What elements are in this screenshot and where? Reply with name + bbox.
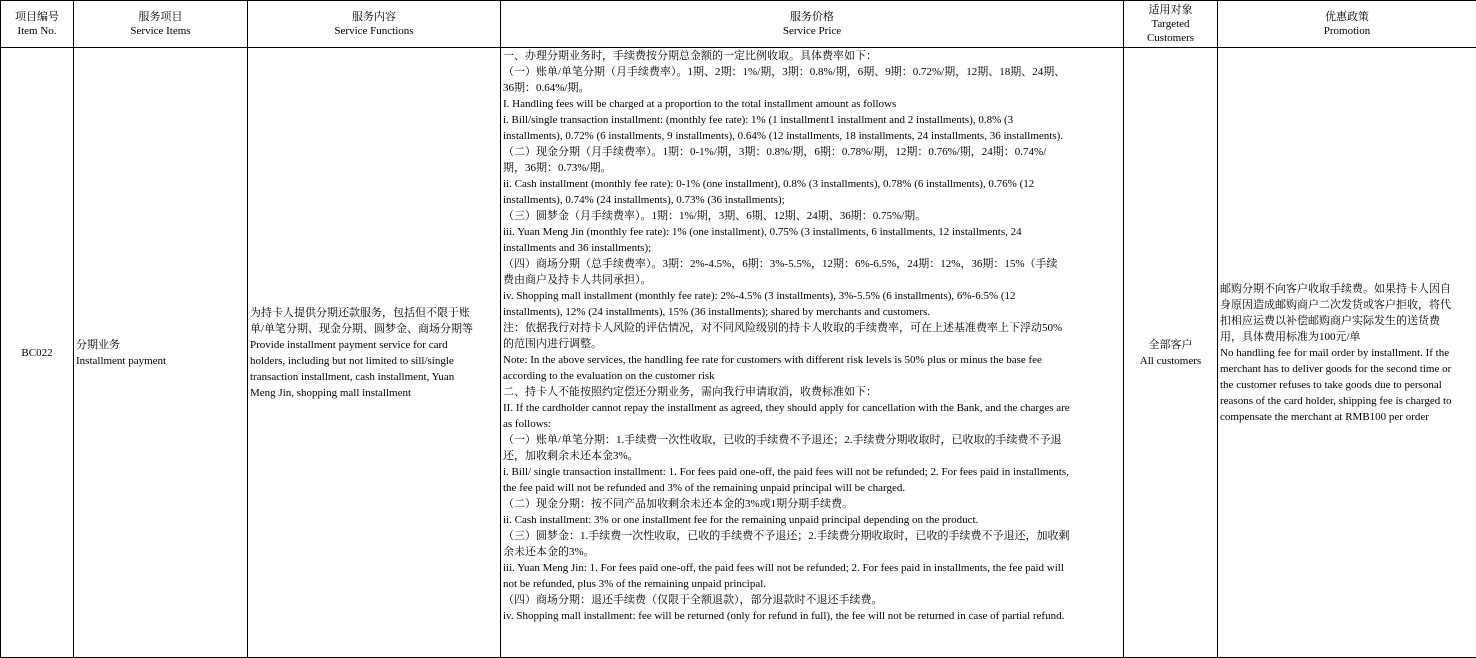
price-line: as follows: [503,418,551,430]
price-line: （一）账单/单笔分期：1.手续费一次性收取，已收的手续费不予退还；2.手续费分期收取时，已收取的手续费不予退 [503,434,1062,446]
cell-service-item [74,48,248,658]
price-line: （一）账单/单笔分期（月手续费率）。1期、2期：1%/期，3期：0.8%/期，6期、9期：0.72%/期，12期、18期、24期、 [503,66,1066,78]
price-line: 的范围内进行调整。 [503,338,602,350]
cell-service-price [501,48,1124,658]
promotion-line: compensate the merchant at RMB100 per order [1220,410,1429,423]
functions-line: Provide installment payment service for card [250,338,448,351]
promotion-line: merchant has to deliver goods for the second time or [1220,362,1452,375]
price-line: 二、持卡人不能按照约定偿还分期业务，需向我行申请取消，收费标准如下： [503,386,877,398]
price-line: （三）圆梦金：1.手续费一次性收取，已收的手续费不予退还；2.手续费分期收取时，已收的手续费不予退还，加收剩 [503,530,1070,542]
promotion-line: the customer refuses to take goods due to personal [1220,378,1442,391]
cell-service-functions [248,48,501,658]
promotion-line: 身原因造成邮购商户二次发货或客户拒收，将代 [1220,298,1451,311]
header-promotion-zh: 优惠政策 [1325,11,1369,23]
price-line: 36期：0.64%/期。 [503,82,590,94]
header-targeted-en-2: Customers [1146,32,1195,44]
price-line: （二）现金分期（月手续费率）。1期：0-1%/期，3期：0.8%/期，6期：0.78%/期，12期：0.76%/期，24期：0.74%/ [503,146,1047,158]
price-line: Note: In the above services, the handling fee rate for customers with different risk levels is 50% plus or minus the base fee [503,354,1042,366]
header-item-no-zh: 项目编号 [15,11,59,23]
header-promotion-en: Promotion [1323,25,1371,37]
price-line: i. Bill/single transaction installment: (monthly fee rate): 1% (1 installment1 installment and 2 installments), 0.8% (3 [503,114,1014,126]
functions-line: holders, including but not limited to sill/single [250,354,454,367]
price-line: （四）商场分期（总手续费率）。3期：2%-4.5%，6期：3%-5.5%，12期：6%-6.5%，24期：12%，36期：15%（手续 [503,258,1058,270]
price-line: 费由商户及持卡人共同承担）。 [503,274,652,286]
header-targeted-customers [1124,1,1218,48]
service-item-zh: 分期业务 [76,338,120,351]
price-line: 还，加收剩余未还本金3%。 [503,450,639,462]
price-line: （四）商场分期：退还手续费（仅限于全额退款），部分退款时不退还手续费。 [503,594,883,606]
price-line: iv. Shopping mall installment: fee will be returned (only for refund in full), the fee will not be returned in case of partial refund. [503,610,1065,622]
functions-line: 单/单笔分期、现金分期、圆梦金、商场分期等 [250,322,474,335]
price-line: （三）圆梦金（月手续费率）。1期：1%/期，3期、6期、12期、24期、36期：0.75%/期。 [503,210,927,222]
promotion-line: 用，具体费用标准为100元/单 [1220,330,1361,343]
table-header [1,1,1476,48]
header-service-items-zh: 服务项目 [138,11,183,23]
header-service-price-zh: 服务价格 [790,11,834,23]
price-line: installments and 36 installments); [503,242,652,254]
promotion-line: No handling fee for mail order by installment. If the [1220,346,1450,359]
table-row [1,48,1476,658]
header-service-functions-en: Service Functions [334,25,414,37]
functions-line: transaction installment, cash installment, Yuan [250,370,455,383]
price-line: iii. Yuan Meng Jin: 1. For fees paid one-off, the paid fees will not be refunded; 2. For fees paid in installments, the fee paid will [503,562,1064,574]
header-service-items-en: Service Items [130,25,191,37]
price-line: not be refunded, plus 3% of the remaining unpaid principal. [503,578,767,590]
price-line: i. Bill/ single transaction installment: 1. For fees paid one-off, the paid fees will not be refunded; 2. For fees paid in installments, [503,466,1069,478]
header-item-no-en: Item No. [17,25,57,37]
price-line: 一、办理分期业务时，手续费按分期总金额的一定比例收取。具体费率如下： [503,50,877,62]
price-line: （二）现金分期：按不同产品加收剩余未还本金的3%或1期分期手续费。 [503,498,854,510]
targeted-zh: 全部客户 [1148,338,1193,351]
price-line: I. Handling fees will be charged at a proportion to the total installment amount as follows [503,98,897,110]
header-service-functions [248,1,501,48]
price-line: iii. Yuan Meng Jin (monthly fee rate): 1% (one installment), 0.75% (3 installments, 6 installments, 12 installments, 24 [503,226,1022,238]
price-line: iv. Shopping mall installment (monthly fee rate): 2%-4.5% (3 installments), 3%-5.5% (6 installments), 6%-6.5% (12 [503,290,1016,302]
header-item-no [1,1,74,48]
service-item-en: Installment payment [76,354,167,367]
price-line: according to the evaluation on the customer risk [503,370,715,382]
price-line: 期，36期：0.73%/期。 [503,162,612,174]
header-service-price-en: Service Price [782,25,842,37]
price-line: 注：依据我行对持卡人风险的评估情况，对不同风险级别的持卡人收取的手续费率，可在上述基准费率上下浮动50% [503,322,1063,334]
functions-line: 为持卡人提供分期还款服务，包括但不限于账 [250,306,470,319]
promotion-line: 扣相应运费以补偿邮购商户实际发生的送货费 [1220,314,1440,327]
price-line: installments), 0.74% (24 installments), 0.73% (36 installments); [503,194,785,206]
cell-item-no: BC022 [1,48,74,658]
price-line: the fee paid will not be refunded and 3% of the remaining unpaid principal will be charged. [503,482,906,494]
header-targeted-en: Targeted [1151,18,1190,30]
price-line: II. If the cardholder cannot repay the installment as agreed, they should apply for cancellation with the Bank, and the charges are [503,402,1070,414]
price-line: installments), 0.72% (6 installments, 9 installments), 0.64% (12 installments, 18 installments, 24 installments, 36 installments). [503,130,1064,142]
header-service-functions-zh: 服务内容 [352,11,396,23]
promotion-line: 邮购分期不向客户收取手续费。如果持卡人因自 [1220,282,1451,295]
promotion-line: reasons of the card holder, shipping fee is charged to [1220,394,1452,407]
header-row [1,1,1476,48]
price-line: 余未还本金的3%。 [503,546,595,558]
header-targeted-zh: 适用对象 [1148,4,1193,16]
header-service-price [501,1,1124,48]
price-line: ii. Cash installment: 3% or one installment fee for the remaining unpaid principal depending on the product. [503,514,979,526]
header-promotion [1218,1,1476,48]
functions-line: Meng Jin, shopping mall installment [250,386,412,399]
price-line: installments), 12% (24 installments), 15% (36 installments); shared by merchants and customers. [503,306,931,318]
cell-targeted-customers [1124,48,1218,658]
cell-promotion [1218,48,1476,658]
header-service-items [74,1,248,48]
price-line: ii. Cash installment (monthly fee rate): 0-1% (one installment), 0.8% (3 installments), 0.78% (6 installments), 0.76% (12 [503,178,1035,190]
targeted-en: All customers [1139,354,1202,367]
